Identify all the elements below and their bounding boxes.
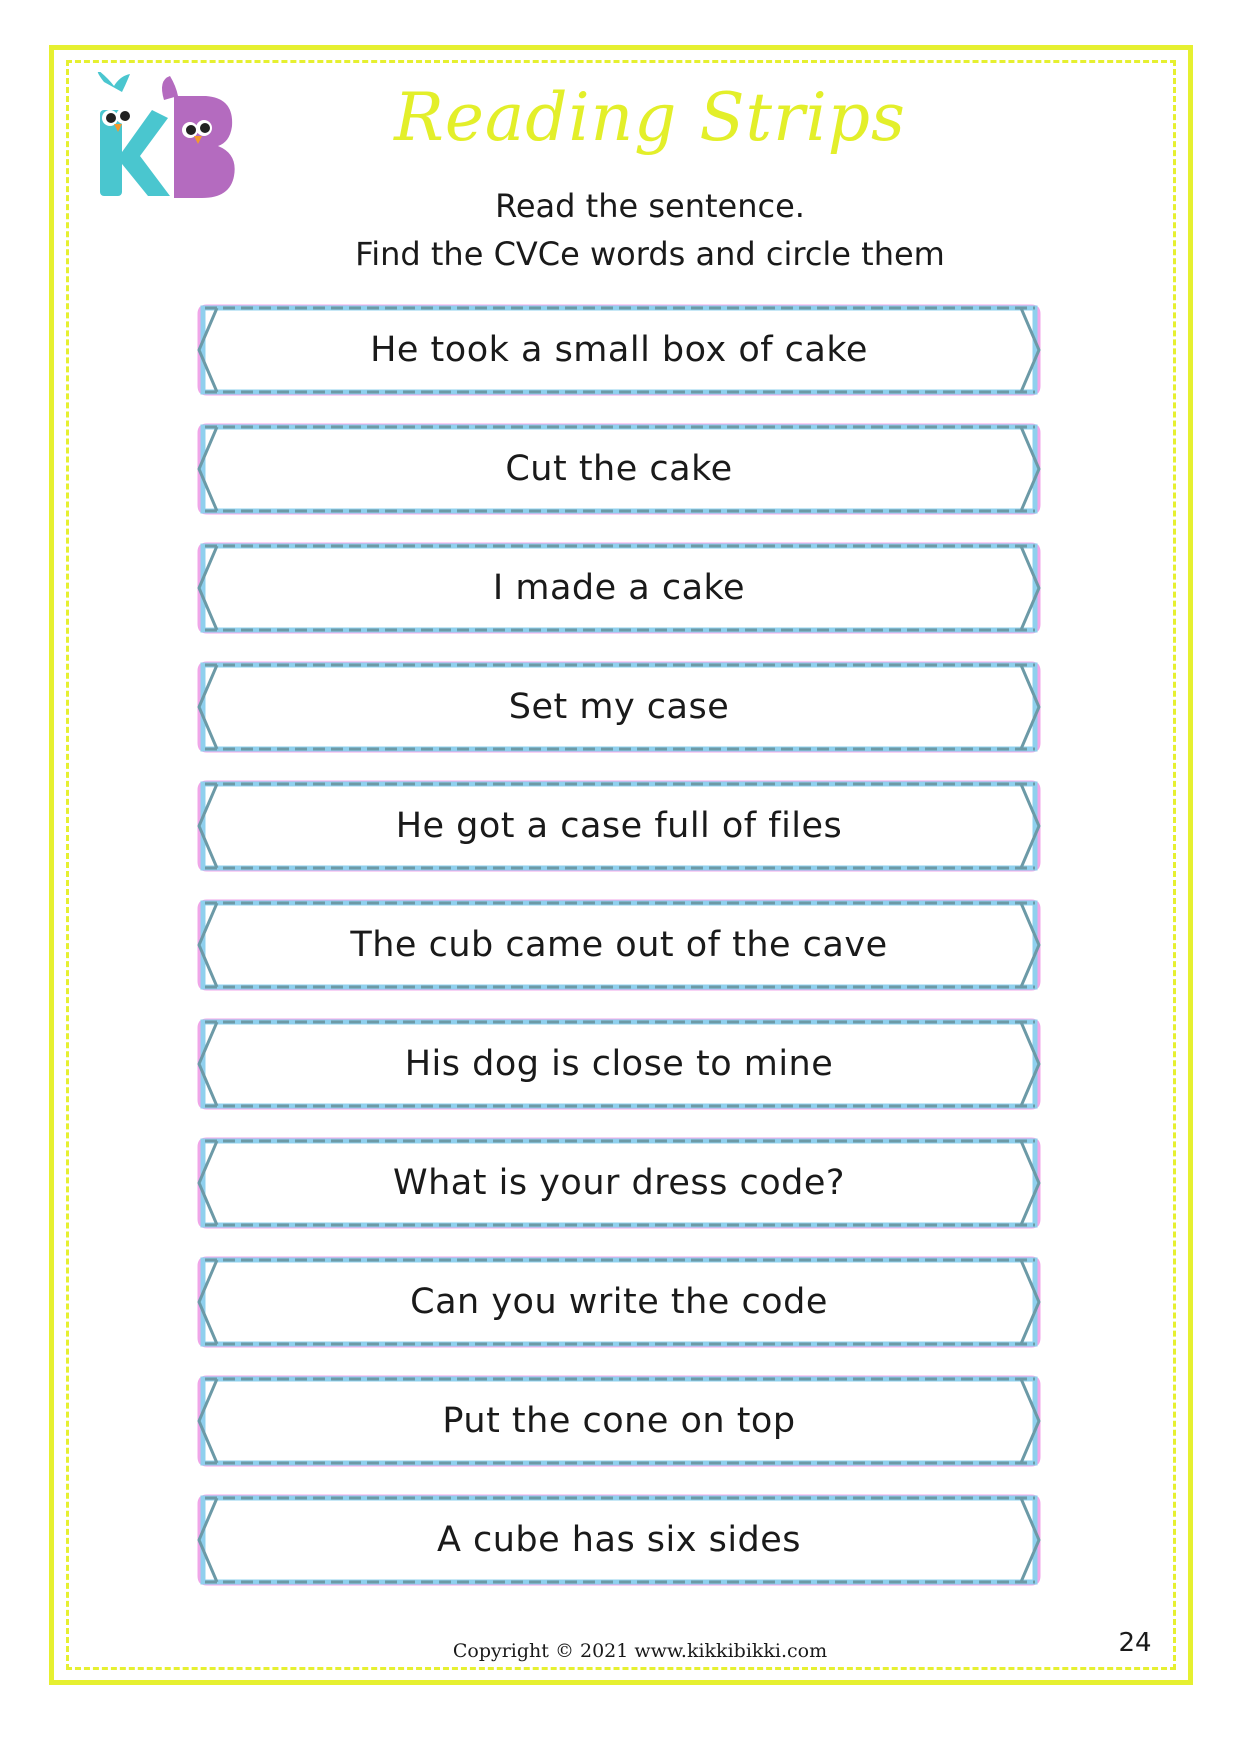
page-title: Reading Strips [394,79,906,156]
copyright-footer: Copyright © 2021 www.kikkibikki.com [452,1640,828,1662]
reading-strip [193,1254,1045,1350]
strip-sentence: He took a small box of cake [370,330,868,370]
strip-sentence: His dog is close to mine [404,1044,834,1084]
strip-sentence: I made a cake [492,568,746,608]
strip-sentence: Put the cone on top [442,1401,796,1441]
reading-strip [193,1135,1045,1231]
strip-sentence: Can you write the code [410,1282,828,1322]
instruction-line-1: Read the sentence. [495,187,805,225]
page-number: 24 [1118,1628,1152,1658]
reading-strip [193,1016,1045,1112]
reading-strips-list [193,302,1045,1611]
reading-strip [193,302,1045,398]
reading-strip [193,897,1045,993]
strip-sentence: A cube has six sides [436,1520,802,1560]
reading-strip [193,421,1045,517]
kb-logo-icon [86,72,246,212]
reading-strip [193,1492,1045,1588]
strip-sentence: The cub came out of the cave [350,925,888,965]
reading-strip [193,1373,1045,1469]
strip-sentence: Cut the cake [505,449,733,489]
reading-strip [193,659,1045,755]
reading-strip [193,540,1045,636]
reading-strip [193,778,1045,874]
strip-sentence: What is your dress code? [393,1163,845,1203]
instruction-line-2: Find the CVCe words and circle them [355,235,945,273]
strip-sentence: Set my case [508,687,730,727]
strip-sentence: He got a case full of files [395,806,843,846]
